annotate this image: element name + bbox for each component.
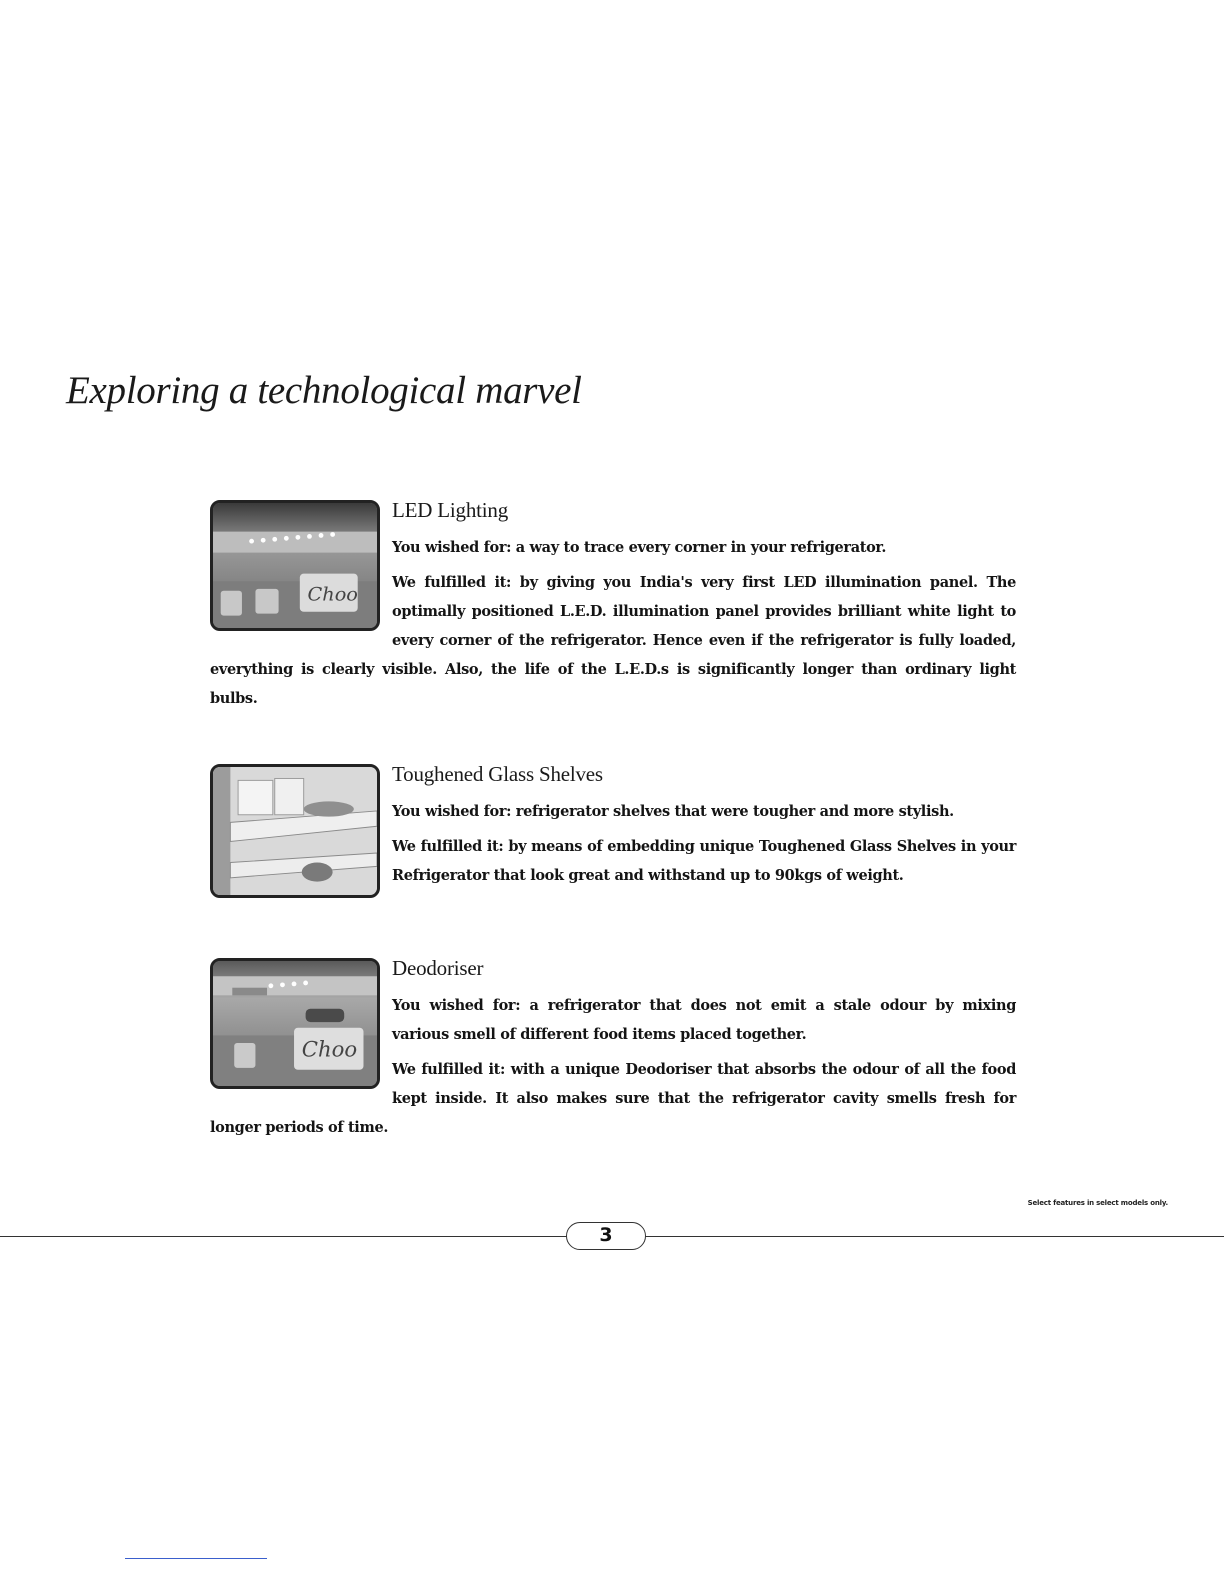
- feature-led-lighting: [210, 498, 1016, 719]
- feature-heading: Deodoriser: [392, 956, 484, 980]
- feature-fulfilled-text: We fulfilled it: by means of embedding unique Toughened Glass Shelves in your Refrigerator that look great and withstand up to 90kgs of weight.: [392, 838, 1016, 884]
- bottom-underline: [125, 1558, 267, 1559]
- feature-wished-text: You wished for: refrigerator shelves that were tougher and more stylish.: [392, 803, 954, 820]
- feature-wished-text: You wished for: a way to trace every corner in your refrigerator.: [392, 539, 887, 556]
- glass-shelves-photo: [210, 764, 380, 898]
- svg-text:Choo: Choo: [301, 1036, 358, 1062]
- feature-deodoriser: [210, 956, 1016, 1148]
- feature-heading: LED Lighting: [392, 498, 509, 522]
- feature-fulfilled-text: We fulfilled it: by giving you India's very first LED illumination panel. The optimally positioned L.E.D. illumination panel provides brilliant white light to every corner of the refrigerator. Hence even if the refrigerator is fully loaded, everything is clearly visible. Also, the life of the L.E.D.s is significantly longer than ordinary light bulbs.: [210, 574, 1016, 707]
- footnote: Select features in select models only.: [1027, 1199, 1168, 1207]
- deodoriser-photo: [210, 958, 380, 1089]
- page-title: Exploring a technological marvel: [66, 369, 582, 412]
- feature-toughened-glass-shelves: [210, 762, 1016, 902]
- svg-text:Choo: Choo: [307, 582, 358, 606]
- led-lighting-photo: [210, 500, 380, 631]
- feature-wished-text: You wished for: a refrigerator that does not emit a stale odour by mixing various smell of different food items placed together.: [392, 997, 1016, 1043]
- page-number: 3: [566, 1222, 646, 1250]
- feature-heading: Toughened Glass Shelves: [392, 762, 603, 786]
- feature-fulfilled-text: We fulfilled it: with a unique Deodoriser that absorbs the odour of all the food kept inside. It also makes sure that the refrigerator cavity smells fresh for longer periods of time.: [210, 1061, 1016, 1136]
